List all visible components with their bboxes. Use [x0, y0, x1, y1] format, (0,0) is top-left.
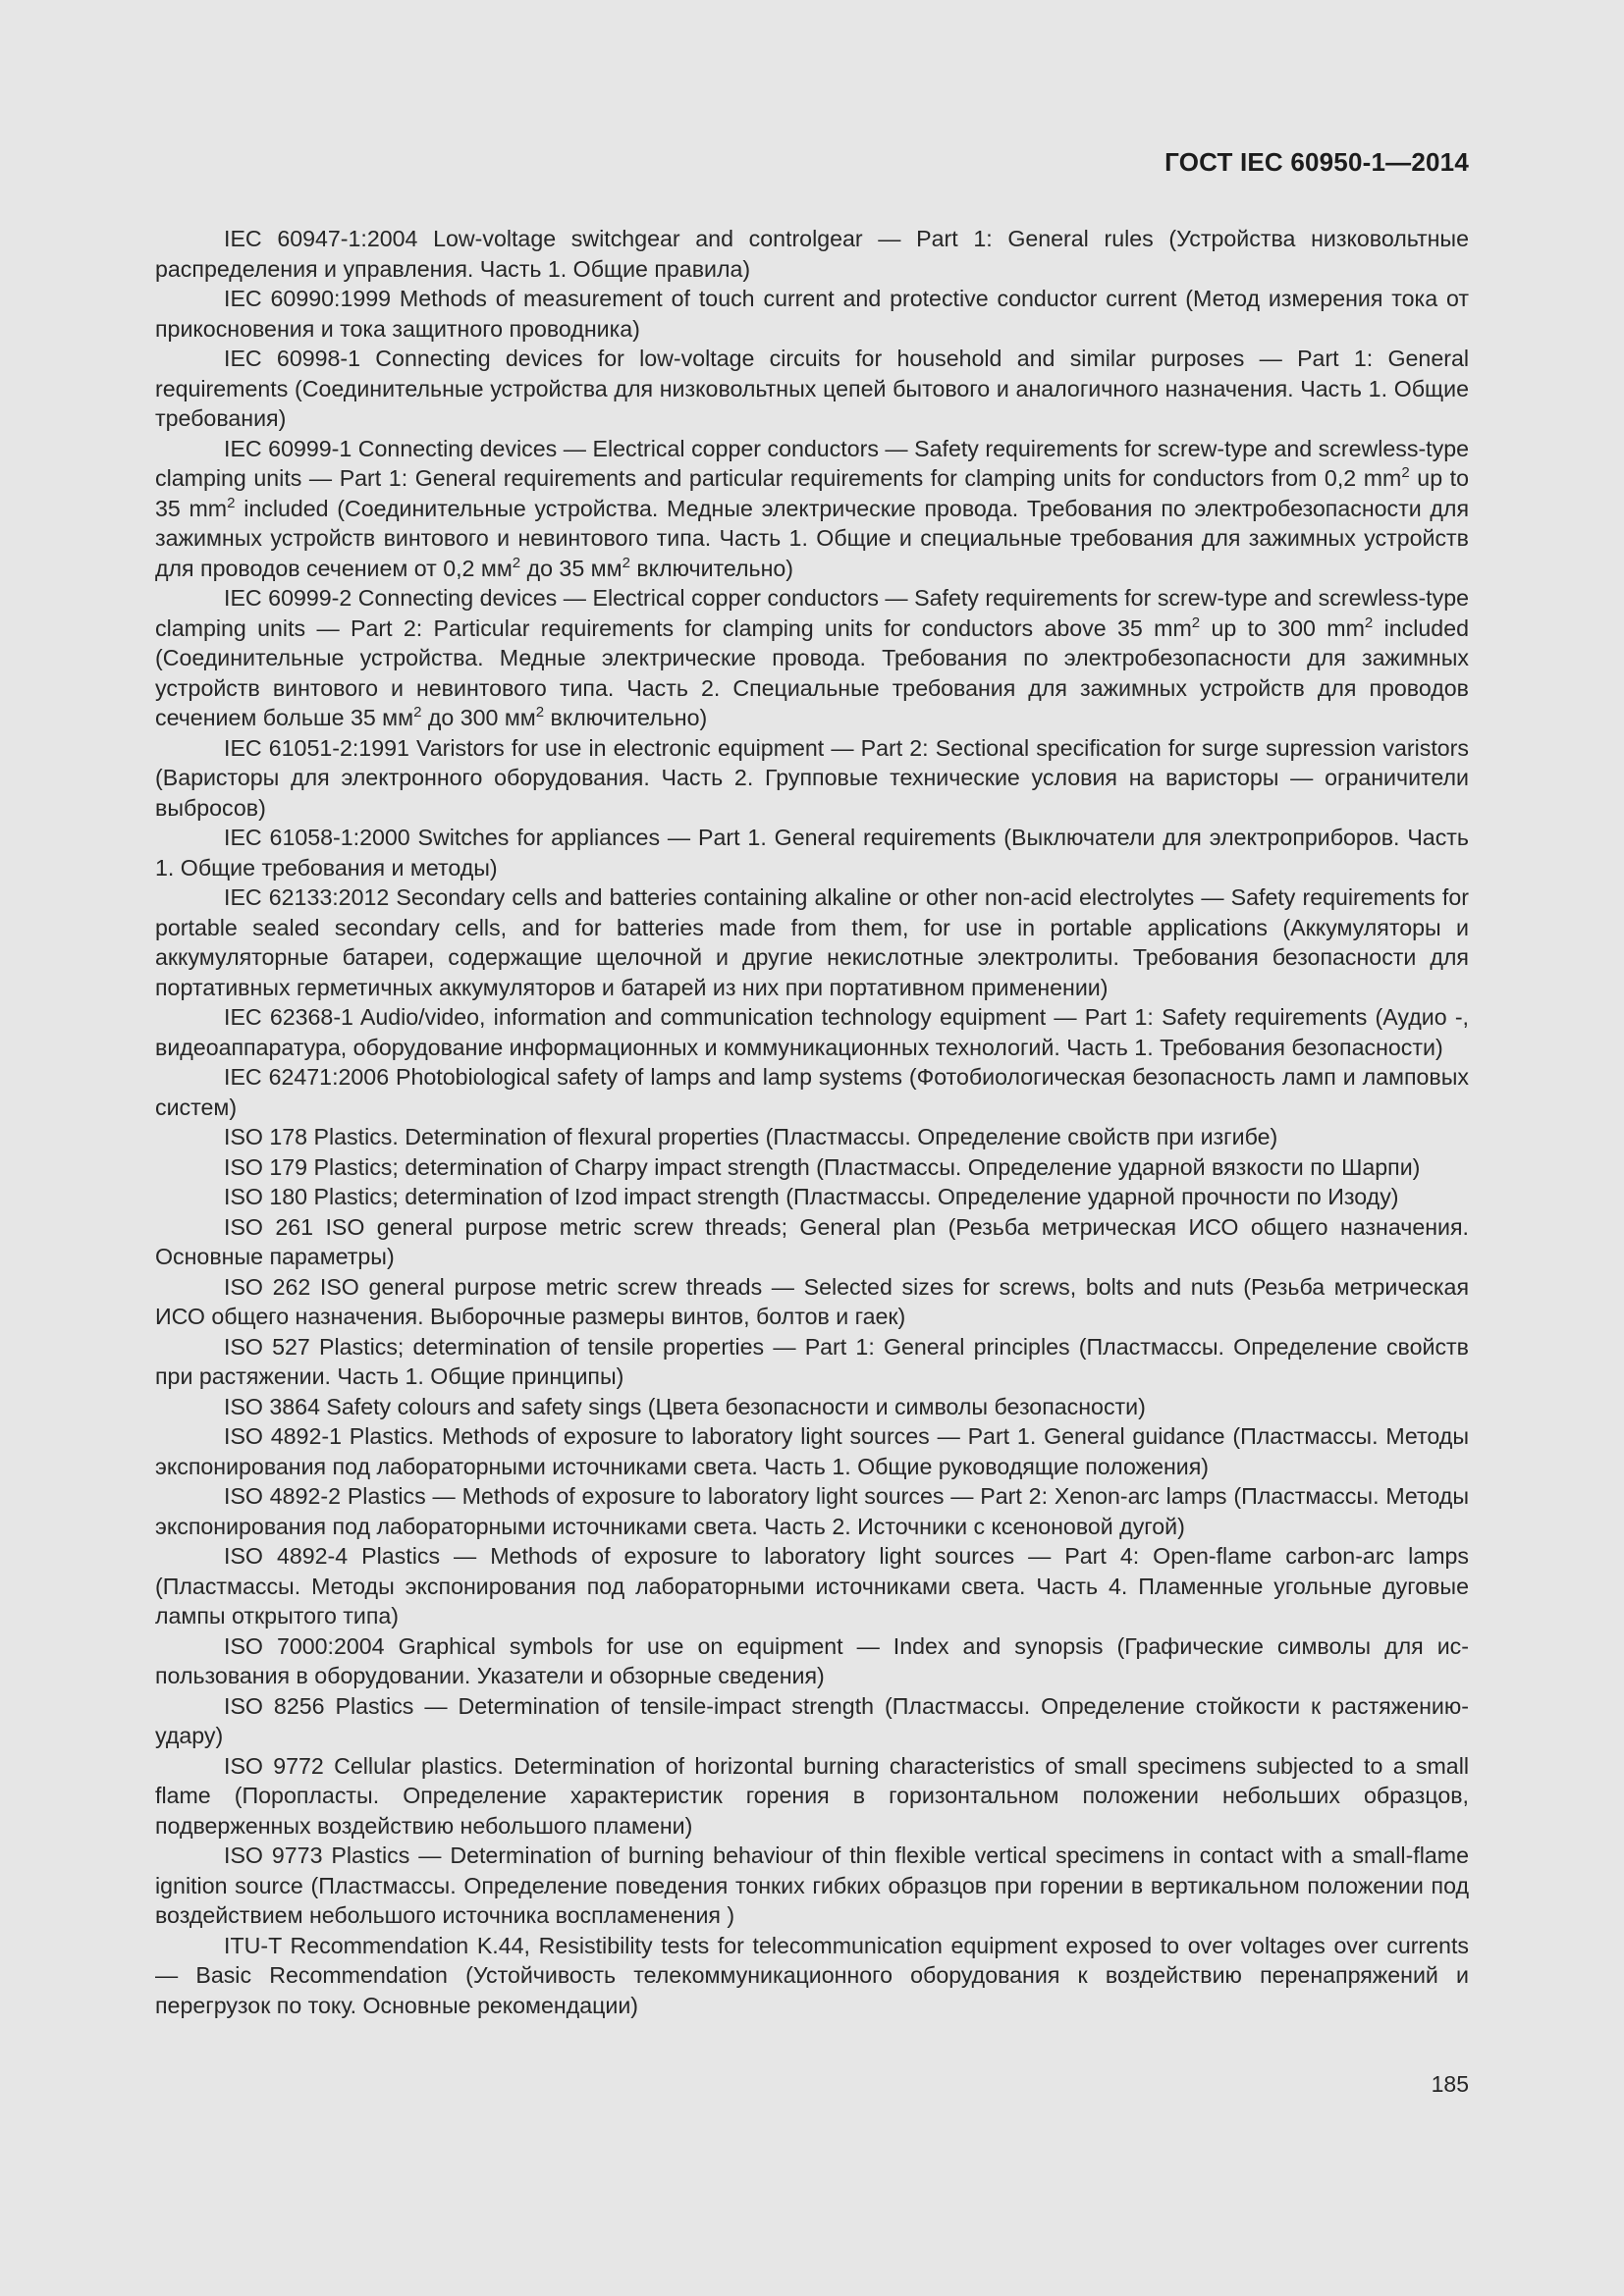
reference-entry — [155, 434, 1469, 584]
reference-entry: ISO 180 Plastics; determination of Izod impact strength (Пластмассы. Определение ударной прочности по Изоду) — [224, 1184, 1399, 1209]
reference-entry: ISO 527 Plastics; determination of tensile properties — Part 1: General principles (Пластмассы. Определение свойств при растяжении. Часть 1. Общие принципы) — [155, 1333, 1469, 1389]
text-segment: IEC 60999-1 Connecting devices — Electrical copper conductors — Safety requirements for screw-type and screwless-type clamping units — Part 1: General requirements and particular requirements for clamping units for conductors from 0,2 mm — [155, 435, 1469, 491]
reference-entry: IEC 60990:1999 Methods of measurement of touch current and protective conductor current (Метод измерения тока от прикосновения и тока защитного проводника) — [155, 286, 1469, 342]
references-list — [155, 224, 1469, 2020]
reference-entry: IEC 61051-2:1991 Varistors for use in electronic equipment — Part 2: Sectional specification for surge supression varistors (Варисторы для электронного оборудования. Часть 2. Групповые технические условия на варисторы — ограничители выбросов) — [155, 734, 1469, 821]
reference-entry: ISO 9773 Plastics — Determination of burning behaviour of thin flexible vertical specimens in contact with a small-flame ignition source (Пластмассы. Определение поведения тонких гибких образцов при горении в вертикальном положении под воздействием небольшого источника воспламенения ) — [155, 1842, 1469, 1928]
text-segment: up to 35 mm — [155, 465, 1470, 521]
superscript: 2 — [1364, 614, 1374, 631]
reference-entry: ISO 7000:2004 Graphical symbols for use on equipment — Index and synopsis (Графические символы для использования в оборудовании. Указатели и обзорные сведения) — [155, 1632, 1469, 1688]
text-segment: included (Соединительные устройства. Медные электрические провода. Требования по электробезопасности для зажимных устройств винтового и невинтового типа. Часть 2. Специальные требования для зажимных устройств для проводов сечением больше 35 мм — [155, 614, 1469, 730]
reference-entry: IEC 62471:2006 Photobiological safety of lamps and lamp systems (Фотобиологическая безопасность ламп и ламповых систем) — [155, 1064, 1469, 1120]
reference-entry: ISO 178 Plastics. Determination of flexural properties (Пластмассы. Определение свойств при изгибе) — [224, 1124, 1278, 1149]
reference-entry: IEC 62133:2012 Secondary cells and batteries containing alkaline or other non-acid electrolytes — Safety requirements for portable sealed secondary cells, and for batteries made from them, for use in portable applications (Аккумуляторы и аккумуляторные батареи, содержащие щелочной и другие некислотные электролиты. Требования безопасности для портативных герметичных аккумуляторов и батарей из них при портативном применении) — [155, 884, 1469, 1000]
text-segment: включительно) — [629, 555, 794, 581]
superscript: 2 — [227, 494, 236, 511]
text-segment: включительно) — [544, 705, 708, 730]
superscript: 2 — [535, 704, 545, 721]
superscript: 2 — [413, 704, 422, 721]
reference-entry: IEC 61058-1:2000 Switches for appliances — Part 1. General requirements (Выключатели для электроприборов. Часть 1. Общие требования и методы) — [155, 825, 1469, 881]
reference-entry: ISO 262 ISO general purpose metric screw threads — Selected sizes for screws, bolts and nuts (Резьба метрическая ИСО общего назначения. Выборочные размеры винтов, болтов и гаек) — [155, 1273, 1469, 1329]
reference-entry: ISO 3864 Safety colours and safety sings (Цвета безопасности и символы безопасности) — [224, 1393, 1146, 1419]
reference-entry: ISO 9772 Cellular plastics. Determination of horizontal burning characteristics of small specimens subjected to a small flame (Поропласты. Определение характеристик горения в горизонтальном положении небольших образцов, подверженных воздействию небольшого пламени) — [155, 1752, 1469, 1839]
reference-entry: ISO 179 Plastics; determination of Charpy impact strength (Пластмассы. Определение ударной вязкости по Шарпи) — [224, 1153, 1421, 1180]
reference-entry: ISO 261 ISO general purpose metric screw threads; General plan (Резьба метрическая ИСО общего назначения. Основные параметры) — [155, 1213, 1469, 1269]
text-segment: up to 300 mm — [1200, 614, 1365, 641]
reference-entry: ITU-T Recommendation K.44, Resistibility tests for telecommunication equipment exposed to over voltages over currents — Basic Recommendation (Устойчивость телекоммуникационного оборудования к воздействию перенапряжений и перегрузок по току. Основные рекомендации) — [155, 1932, 1469, 2018]
reference-entry: ISO 4892-2 Plastics — Methods of exposure to laboratory light sources — Part 2: Xenon-arc lamps (Пластмассы. Методы экспонирования под лабораторными источниками света. Часть 2. Источники с ксеноновой дугой) — [155, 1483, 1469, 1539]
superscript: 2 — [512, 554, 521, 571]
text-segment: до 300 мм — [421, 705, 536, 730]
reference-entry: ISO 4892-4 Plastics — Methods of exposure to laboratory light sources — Part 4: Open-flame carbon-arc lamps (Пластмассы. Методы экспонирования под лабораторными источниками света. Часть 4. Пламенные угольные дуговые лампы открытого типа) — [155, 1543, 1469, 1629]
text-segment: IEC 60999-2 Connecting devices — Electrical copper conductors — Safety requirements for screw-type and screwless-type clamping units — Part 2: Particular requirements for clamping units for conductors above 35 mm — [155, 585, 1469, 641]
reference-entry: ISO 4892-1 Plastics. Methods of exposure to laboratory light sources — Part 1. General guidance (Пластмассы. Методы экспонирования под лабораторными источниками света. Часть 1. Общие руководящие положения) — [155, 1423, 1469, 1479]
reference-entry: IEC 60998-1 Connecting devices for low-voltage circuits for household and similar purposes — Part 1: General requirements (Соединительные устройства для низковольтных цепей бытового и аналогичного назначения. Часть 1. Общие требования) — [155, 346, 1469, 431]
reference-entry: IEC 60947-1:2004 Low-voltage switchgear and controlgear — Part 1: General rules (Устройства низковольтные распределения и управления. Часть 1. Общие правила) — [155, 226, 1469, 282]
text-segment: до 35 мм — [520, 555, 623, 581]
reference-entry: IEC 62368-1 Audio/video, information and communication technology equipment — Part 1: Safety requirements (Аудио -, видеоаппаратура, оборудование информационных и коммуникационных технологий. Часть 1. Требования безопасности) — [155, 1004, 1469, 1060]
document-header: ГОСТ IEC 60950-1—2014 — [1164, 147, 1469, 177]
superscript: 2 — [622, 554, 630, 571]
text-segment: included (Соединительные устройства. Медные электрические провода. Требования по электробезопасности для зажимных устройств винтового и невинтового типа. Часть 1. Общие и специальные требования для зажимных устройств для проводов сечением от 0,2 мм — [155, 495, 1470, 581]
reference-entry — [155, 583, 1469, 733]
superscript: 2 — [1401, 464, 1410, 481]
page-number: 185 — [1431, 2071, 1469, 2097]
reference-entry: ISO 8256 Plastics — Determination of tensile-impact strength (Пластмассы. Определение стойкости к растяжению-удару) — [155, 1692, 1469, 1748]
superscript: 2 — [1191, 614, 1201, 631]
